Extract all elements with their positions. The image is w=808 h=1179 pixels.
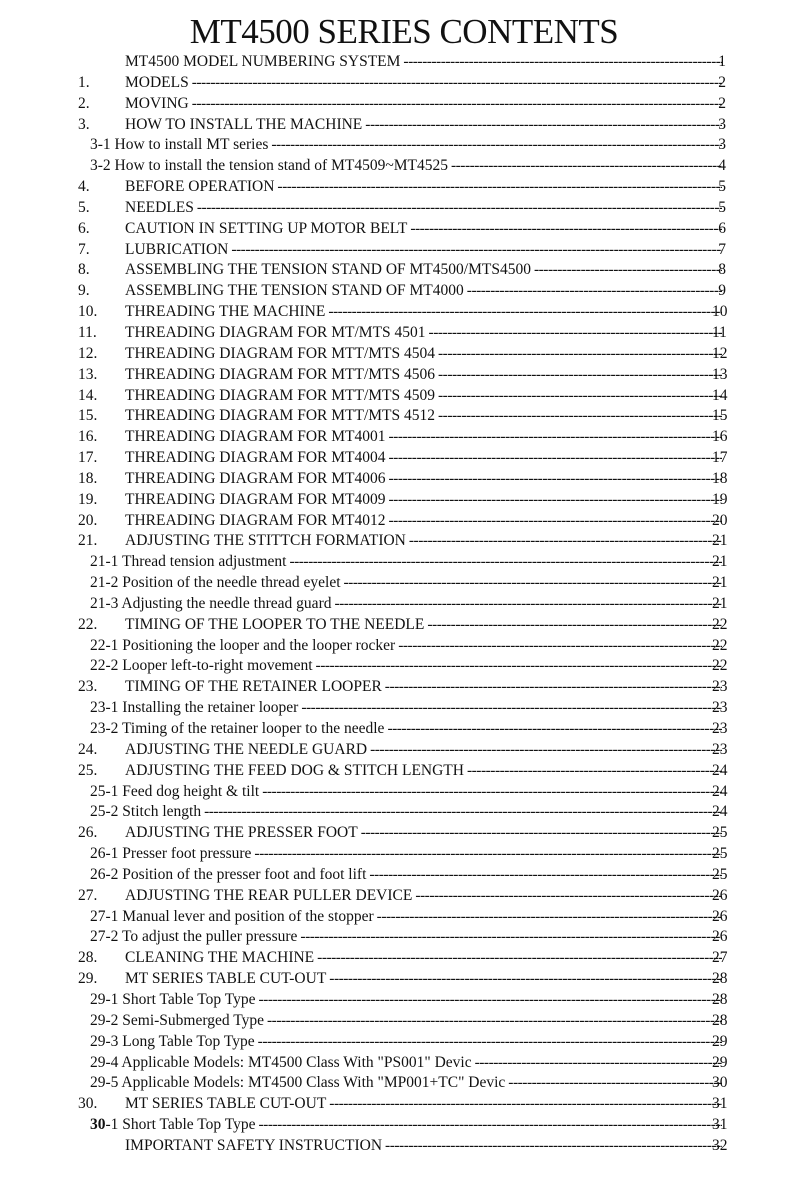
toc-entry-title: 22-1 Positioning the looper and the looper rocker bbox=[90, 636, 396, 654]
toc-entry[interactable] bbox=[0, 823, 808, 844]
dot-leader bbox=[365, 115, 722, 136]
toc-entry-body bbox=[125, 365, 722, 386]
toc-entry-body bbox=[90, 1115, 722, 1136]
dot-leader bbox=[334, 594, 722, 615]
toc-entry[interactable] bbox=[0, 844, 808, 865]
toc-entry-title: THREADING DIAGRAM FOR MT4012 bbox=[125, 511, 386, 529]
toc-entry-page-number: 16 bbox=[712, 428, 728, 446]
toc-entry-page-number: 23 bbox=[712, 678, 728, 696]
toc-entry[interactable] bbox=[0, 281, 808, 302]
dot-leader bbox=[361, 823, 722, 844]
toc-entry-body bbox=[125, 448, 722, 469]
dot-leader bbox=[438, 386, 722, 407]
toc-entry-page-number: 14 bbox=[712, 386, 728, 404]
toc-entry-body bbox=[125, 1136, 722, 1157]
toc-entry[interactable] bbox=[0, 761, 808, 782]
toc-entry-title: BEFORE OPERATION bbox=[125, 178, 275, 196]
toc-entry-title: ADJUSTING THE STITTCH FORMATION bbox=[125, 532, 406, 550]
toc-entry-number: 21. bbox=[78, 532, 98, 550]
toc-entry[interactable] bbox=[0, 1053, 808, 1074]
toc-entry[interactable] bbox=[0, 927, 808, 948]
toc-entry-page-number: 4 bbox=[718, 157, 726, 175]
toc-entry[interactable] bbox=[0, 94, 808, 115]
toc-entry[interactable] bbox=[0, 1136, 808, 1157]
toc-entry-body bbox=[125, 94, 722, 115]
dot-leader bbox=[192, 73, 722, 94]
dot-leader bbox=[467, 281, 722, 302]
toc-entry-body bbox=[125, 344, 722, 365]
toc-entry-title: MT SERIES TABLE CUT-OUT bbox=[125, 970, 327, 988]
toc-entry[interactable] bbox=[0, 115, 808, 136]
toc-entry-title: THREADING THE MACHINE bbox=[125, 303, 326, 321]
toc-entry-number: 24. bbox=[78, 740, 98, 758]
toc-entry-page-number: 9 bbox=[718, 282, 726, 300]
toc-entry-body bbox=[90, 1053, 722, 1074]
toc-entry[interactable] bbox=[0, 573, 808, 594]
dot-leader bbox=[385, 1136, 722, 1157]
dot-leader bbox=[427, 615, 722, 636]
toc-entry-page-number: 26 bbox=[712, 928, 728, 946]
dot-leader bbox=[300, 927, 722, 948]
toc-entry-title: 21-3 Adjusting the needle thread guard bbox=[90, 594, 332, 612]
dot-leader bbox=[415, 886, 722, 907]
toc-entry-number: 25. bbox=[78, 761, 98, 779]
page-title: MT4500 SERIES CONTENTS bbox=[189, 12, 619, 51]
toc-entry-title: TIMING OF THE LOOPER TO THE NEEDLE bbox=[125, 615, 425, 633]
toc-entry-page-number: 24 bbox=[712, 761, 728, 779]
toc-entry-number: 26. bbox=[78, 824, 98, 842]
table-of-contents bbox=[0, 52, 808, 1157]
toc-entry-number: 22. bbox=[78, 615, 98, 633]
toc-entry-title: THREADING DIAGRAM FOR MTT/MTS 4509 bbox=[125, 386, 436, 404]
toc-entry-page-number: 24 bbox=[712, 803, 728, 821]
dot-leader bbox=[451, 156, 722, 177]
toc-entry[interactable] bbox=[0, 177, 808, 198]
toc-entry-page-number: 2 bbox=[718, 73, 726, 91]
toc-entry[interactable] bbox=[0, 1011, 808, 1032]
toc-entry-title: 23-1 Installing the retainer looper bbox=[90, 699, 299, 717]
toc-entry-title: IMPORTANT SAFETY INSTRUCTION bbox=[125, 1136, 383, 1154]
dot-leader bbox=[467, 761, 722, 782]
toc-entry-body bbox=[125, 198, 722, 219]
toc-entry-title: ADJUSTING THE REAR PULLER DEVICE bbox=[125, 886, 413, 904]
toc-entry-page-number: 18 bbox=[712, 469, 728, 487]
toc-entry-page-number: 28 bbox=[712, 990, 728, 1008]
toc-entry-body bbox=[125, 948, 722, 969]
toc-entry-title: 29-5 Applicable Models: MT4500 Class With "MP001+TC" Devic bbox=[90, 1074, 506, 1092]
dot-leader bbox=[262, 782, 722, 803]
dot-leader bbox=[410, 219, 722, 240]
toc-entry-title: LUBRICATION bbox=[125, 240, 229, 258]
toc-entry-body bbox=[125, 490, 722, 511]
toc-entry[interactable] bbox=[0, 469, 808, 490]
toc-entry[interactable] bbox=[0, 511, 808, 532]
toc-entry-body bbox=[125, 219, 722, 240]
toc-entry[interactable] bbox=[0, 865, 808, 886]
dot-leader bbox=[409, 531, 722, 552]
toc-entry-number: 3. bbox=[78, 115, 90, 133]
toc-entry-number: 15. bbox=[78, 407, 98, 425]
toc-entry-number: 19. bbox=[78, 490, 98, 508]
toc-entry-title: 21-2 Position of the needle thread eyelet bbox=[90, 574, 341, 592]
toc-entry-title: 22-2 Looper left-to-right movement bbox=[90, 657, 313, 675]
dot-leader bbox=[301, 698, 722, 719]
toc-entry-body bbox=[90, 865, 722, 886]
toc-entry-body bbox=[90, 927, 722, 948]
toc-entry-title: 3-2 How to install the tension stand of MT4509~MT4525 bbox=[90, 157, 448, 175]
toc-entry-body bbox=[90, 990, 722, 1011]
toc-entry-title: 29-2 Semi-Submerged Type bbox=[90, 1011, 264, 1029]
toc-entry-number: 8. bbox=[78, 261, 90, 279]
toc-entry-page-number: 21 bbox=[712, 574, 728, 592]
toc-entry[interactable] bbox=[0, 594, 808, 615]
toc-entry-page-number: 19 bbox=[712, 490, 728, 508]
toc-entry-page-number: 22 bbox=[712, 615, 728, 633]
toc-entry-title: 21-1 Thread tension adjustment bbox=[90, 553, 287, 571]
toc-entry-body bbox=[90, 1011, 722, 1032]
dot-leader bbox=[277, 177, 722, 198]
toc-entry-body bbox=[125, 740, 722, 761]
toc-entry-page-number: 26 bbox=[712, 886, 728, 904]
toc-entry-body bbox=[90, 719, 722, 740]
toc-entry-body bbox=[125, 886, 722, 907]
toc-entry-page-number: 28 bbox=[712, 1011, 728, 1029]
toc-entry-number: 1. bbox=[78, 73, 90, 91]
toc-entry-page-number: 30 bbox=[712, 1074, 728, 1092]
toc-entry-page-number: 1 bbox=[718, 53, 726, 70]
toc-entry[interactable] bbox=[0, 386, 808, 407]
toc-entry-page-number: 26 bbox=[712, 907, 728, 925]
toc-entry-body bbox=[125, 281, 722, 302]
toc-entry-body bbox=[125, 177, 722, 198]
toc-entry-body bbox=[125, 115, 722, 136]
toc-entry-number: 20. bbox=[78, 511, 98, 529]
toc-entry-page-number: 22 bbox=[712, 636, 728, 654]
toc-entry-title: THREADING DIAGRAM FOR MT/MTS 4501 bbox=[125, 323, 426, 341]
toc-entry-title: MT4500 MODEL NUMBERING SYSTEM bbox=[125, 53, 401, 70]
toc-entry[interactable] bbox=[0, 52, 808, 73]
dot-leader bbox=[438, 406, 722, 427]
dot-leader bbox=[204, 802, 722, 823]
toc-entry-page-number: 20 bbox=[712, 511, 728, 529]
toc-entry-title: CLEANING THE MACHINE bbox=[125, 949, 315, 967]
toc-entry-title: 27-1 Manual lever and position of the stopper bbox=[90, 907, 374, 925]
toc-entry-title: 25-2 Stitch length bbox=[90, 803, 202, 821]
dot-leader bbox=[197, 198, 722, 219]
toc-entry-number: 7. bbox=[78, 240, 90, 258]
toc-entry-body bbox=[90, 1032, 722, 1053]
toc-entry-page-number: 25 bbox=[712, 824, 728, 842]
dot-leader bbox=[438, 365, 722, 386]
toc-entry[interactable] bbox=[0, 802, 808, 823]
toc-entry[interactable] bbox=[0, 427, 808, 448]
toc-entry[interactable] bbox=[0, 698, 808, 719]
dot-leader bbox=[370, 740, 722, 761]
dot-leader bbox=[438, 344, 722, 365]
toc-entry-number: 30. bbox=[78, 1095, 98, 1113]
toc-entry-body bbox=[125, 73, 722, 94]
toc-entry-title: NEEDLES bbox=[125, 198, 194, 216]
toc-entry-number: 2. bbox=[78, 94, 90, 112]
toc-entry-page-number: 23 bbox=[712, 740, 728, 758]
toc-entry-page-number: 3 bbox=[718, 115, 726, 133]
toc-entry-title: 26-1 Presser foot pressure bbox=[90, 845, 252, 863]
toc-entry-body bbox=[90, 1073, 722, 1094]
toc-entry-title: 29-1 Short Table Top Type bbox=[90, 990, 256, 1008]
dot-leader bbox=[316, 656, 722, 677]
toc-entry-body bbox=[125, 386, 722, 407]
toc-entry-title: ASSEMBLING THE TENSION STAND OF MT4000 bbox=[125, 282, 464, 300]
dot-leader bbox=[403, 52, 722, 73]
toc-entry[interactable] bbox=[0, 656, 808, 677]
toc-entry-body bbox=[125, 531, 722, 552]
toc-entry[interactable] bbox=[0, 531, 808, 552]
toc-entry-page-number: 17 bbox=[712, 449, 728, 467]
toc-entry-body bbox=[125, 511, 722, 532]
toc-entry-number: 5. bbox=[78, 198, 90, 216]
toc-entry-body bbox=[125, 823, 722, 844]
dot-leader bbox=[267, 1011, 722, 1032]
toc-entry-title: THREADING DIAGRAM FOR MTT/MTS 4512 bbox=[125, 407, 436, 425]
dot-leader bbox=[271, 135, 722, 156]
dot-leader bbox=[429, 323, 722, 344]
toc-entry-number: 18. bbox=[78, 469, 98, 487]
toc-entry[interactable] bbox=[0, 73, 808, 94]
toc-entry[interactable] bbox=[0, 156, 808, 177]
toc-entry-page-number: 15 bbox=[712, 407, 728, 425]
toc-entry[interactable] bbox=[0, 448, 808, 469]
toc-entry-title: MODELS bbox=[125, 73, 189, 91]
toc-entry[interactable] bbox=[0, 365, 808, 386]
toc-entry[interactable] bbox=[0, 1094, 808, 1115]
toc-entry-page-number: 31 bbox=[712, 1095, 728, 1113]
dot-leader bbox=[289, 552, 722, 573]
dot-leader bbox=[534, 260, 722, 281]
dot-leader bbox=[344, 573, 722, 594]
dot-leader bbox=[389, 448, 723, 469]
toc-entry-body bbox=[90, 802, 722, 823]
toc-entry-title: THREADING DIAGRAM FOR MT4001 bbox=[125, 428, 386, 446]
toc-entry[interactable] bbox=[0, 782, 808, 803]
dot-leader bbox=[387, 719, 722, 740]
toc-entry[interactable] bbox=[0, 344, 808, 365]
toc-entry[interactable] bbox=[0, 323, 808, 344]
dot-leader bbox=[389, 511, 723, 532]
toc-entry[interactable] bbox=[0, 907, 808, 928]
toc-entry-page-number: 11 bbox=[712, 323, 727, 341]
toc-entry-page-number: 31 bbox=[712, 1116, 728, 1134]
toc-entry[interactable] bbox=[0, 240, 808, 261]
toc-entry-number: 23. bbox=[78, 678, 98, 696]
toc-entry[interactable] bbox=[0, 677, 808, 698]
dot-leader bbox=[329, 969, 722, 990]
toc-entry-number: 14. bbox=[78, 386, 98, 404]
toc-entry[interactable] bbox=[0, 260, 808, 281]
toc-entry[interactable] bbox=[0, 552, 808, 573]
toc-entry[interactable] bbox=[0, 1073, 808, 1094]
toc-entry-body bbox=[125, 406, 722, 427]
toc-entry-title: THREADING DIAGRAM FOR MT4006 bbox=[125, 469, 386, 487]
toc-entry-body bbox=[125, 969, 722, 990]
toc-entry-body bbox=[90, 156, 722, 177]
toc-entry-body bbox=[125, 615, 722, 636]
dot-leader bbox=[258, 1032, 722, 1053]
dot-leader bbox=[369, 865, 722, 886]
toc-entry-page-number: 23 bbox=[712, 720, 728, 737]
toc-entry-title-text: -1 Short Table Top Type bbox=[105, 1116, 256, 1134]
toc-entry-body bbox=[90, 594, 722, 615]
toc-entry-number: 4. bbox=[78, 178, 90, 196]
toc-entry-page-number: 27 bbox=[712, 949, 728, 967]
dot-leader bbox=[389, 469, 723, 490]
toc-entry-body bbox=[90, 782, 722, 803]
toc-entry-body bbox=[125, 52, 722, 73]
toc-entry-page-number: 12 bbox=[712, 344, 728, 362]
toc-entry-body bbox=[125, 469, 722, 490]
toc-entry-body bbox=[125, 302, 722, 323]
toc-entry-number: 10. bbox=[78, 303, 98, 321]
toc-entry[interactable] bbox=[0, 948, 808, 969]
toc-entry-title: 3-1 How to install MT series bbox=[90, 136, 269, 154]
toc-entry-page-number: 28 bbox=[712, 970, 728, 988]
dot-leader bbox=[385, 677, 722, 698]
toc-entry-title: MOVING bbox=[125, 94, 189, 112]
toc-entry-title: THREADING DIAGRAM FOR MTT/MTS 4504 bbox=[125, 344, 436, 362]
toc-entry[interactable] bbox=[0, 740, 808, 761]
toc-entry-title: HOW TO INSTALL THE MACHINE bbox=[125, 115, 363, 133]
dot-leader bbox=[231, 240, 722, 261]
toc-entry-page-number: 5 bbox=[718, 178, 726, 196]
toc-entry-title: THREADING DIAGRAM FOR MT4004 bbox=[125, 449, 386, 467]
toc-entry-page-number: 25 bbox=[712, 865, 728, 883]
toc-entry-page-number: 3 bbox=[718, 136, 726, 154]
toc-entry-title: 27-2 To adjust the puller pressure bbox=[90, 928, 298, 946]
toc-entry-number: 11. bbox=[78, 323, 97, 341]
toc-entry-page-number: 8 bbox=[718, 261, 726, 279]
toc-entry-number: 13. bbox=[78, 365, 98, 383]
toc-entry[interactable] bbox=[0, 490, 808, 511]
toc-entry-page-number: 22 bbox=[712, 657, 728, 675]
toc-entry-number: 28. bbox=[78, 949, 98, 967]
toc-entry[interactable] bbox=[0, 1032, 808, 1053]
toc-entry-body bbox=[125, 260, 722, 281]
toc-entry-title: 26-2 Position of the presser foot and foot lift bbox=[90, 865, 367, 883]
toc-entry-title: 29-3 Long Table Top Type bbox=[90, 1032, 255, 1050]
toc-entry-page-number: 10 bbox=[712, 303, 728, 321]
dot-leader bbox=[389, 490, 723, 511]
toc-entry[interactable] bbox=[0, 135, 808, 156]
toc-entry-page-number: 29 bbox=[712, 1032, 728, 1050]
toc-entry-bold-prefix: 30 bbox=[90, 1116, 106, 1134]
toc-entry-title: THREADING DIAGRAM FOR MTT/MTS 4506 bbox=[125, 365, 436, 383]
toc-entry-body bbox=[90, 907, 722, 928]
toc-entry-body bbox=[90, 656, 722, 677]
toc-entry-title: ADJUSTING THE FEED DOG & STITCH LENGTH bbox=[125, 761, 464, 779]
toc-entry-title: THREADING DIAGRAM FOR MT4009 bbox=[125, 490, 386, 508]
dot-leader bbox=[259, 1115, 722, 1136]
toc-entry-title: ADJUSTING THE PRESSER FOOT bbox=[125, 824, 358, 842]
toc-entry-page-number: 25 bbox=[712, 845, 728, 863]
toc-entry-body bbox=[90, 552, 722, 573]
toc-entry-title: 23-2 Timing of the retainer looper to the needle bbox=[90, 720, 385, 737]
toc-entry[interactable] bbox=[0, 198, 808, 219]
dot-leader bbox=[317, 948, 722, 969]
toc-entry-body bbox=[125, 761, 722, 782]
dot-leader bbox=[254, 844, 722, 865]
dot-leader bbox=[328, 302, 722, 323]
toc-entry[interactable] bbox=[0, 719, 808, 740]
toc-entry-body bbox=[125, 427, 722, 448]
toc-entry-page-number: 21 bbox=[712, 553, 728, 571]
toc-entry-page-number: 21 bbox=[712, 594, 728, 612]
dot-leader bbox=[192, 94, 722, 115]
toc-entry-body bbox=[90, 698, 722, 719]
toc-entry-number: 9. bbox=[78, 282, 90, 300]
toc-entry-body bbox=[125, 1094, 722, 1115]
toc-entry-title: ADJUSTING THE NEEDLE GUARD bbox=[125, 740, 368, 758]
toc-entry[interactable] bbox=[0, 302, 808, 323]
toc-entry-title bbox=[90, 1115, 259, 1136]
toc-entry-title: 25-1 Feed dog height & tilt bbox=[90, 782, 260, 800]
dot-leader bbox=[475, 1053, 722, 1074]
toc-entry-number: 12. bbox=[78, 344, 98, 362]
toc-entry-body bbox=[90, 573, 722, 594]
toc-entry[interactable] bbox=[0, 219, 808, 240]
dot-leader bbox=[377, 907, 722, 928]
toc-entry[interactable] bbox=[0, 1115, 808, 1136]
dot-leader bbox=[398, 636, 722, 657]
toc-entry-page-number: 21 bbox=[712, 532, 728, 550]
toc-entry-number: 27. bbox=[78, 886, 98, 904]
toc-entry-page-number: 7 bbox=[718, 240, 726, 258]
toc-entry-page-number: 29 bbox=[712, 1053, 728, 1071]
toc-entry-number: 16. bbox=[78, 428, 98, 446]
toc-entry-number: 6. bbox=[78, 219, 90, 237]
toc-entry-title: ASSEMBLING THE TENSION STAND OF MT4500/MTS4500 bbox=[125, 261, 531, 279]
toc-entry-body bbox=[125, 240, 722, 261]
toc-entry-title: TIMING OF THE RETAINER LOOPER bbox=[125, 678, 382, 696]
toc-entry-body bbox=[90, 844, 722, 865]
toc-entry-title: CAUTION IN SETTING UP MOTOR BELT bbox=[125, 219, 408, 237]
toc-entry[interactable] bbox=[0, 636, 808, 657]
toc-entry-page-number: 2 bbox=[718, 94, 726, 112]
dot-leader bbox=[508, 1073, 722, 1094]
toc-entry-body bbox=[90, 135, 722, 156]
toc-entry-title: MT SERIES TABLE CUT-OUT bbox=[125, 1095, 327, 1113]
toc-entry[interactable] bbox=[0, 886, 808, 907]
toc-entry-page-number: 32 bbox=[712, 1136, 728, 1154]
toc-entry[interactable] bbox=[0, 990, 808, 1011]
toc-entry-body bbox=[90, 636, 722, 657]
toc-entry-page-number: 6 bbox=[718, 219, 726, 237]
toc-entry[interactable] bbox=[0, 406, 808, 427]
dot-leader bbox=[259, 990, 722, 1011]
toc-entry-page-number: 24 bbox=[712, 782, 728, 800]
toc-entry-number: 29. bbox=[78, 970, 98, 988]
toc-entry[interactable] bbox=[0, 969, 808, 990]
toc-entry-body bbox=[125, 677, 722, 698]
toc-entry-title: 29-4 Applicable Models: MT4500 Class With "PS001" Devic bbox=[90, 1053, 472, 1071]
dot-leader bbox=[389, 427, 723, 448]
toc-entry[interactable] bbox=[0, 615, 808, 636]
toc-entry-number: 17. bbox=[78, 449, 98, 467]
toc-entry-page-number: 23 bbox=[712, 699, 728, 717]
dot-leader bbox=[329, 1094, 722, 1115]
toc-entry-body bbox=[125, 323, 722, 344]
toc-entry-page-number: 5 bbox=[718, 198, 726, 216]
toc-entry-page-number: 13 bbox=[712, 365, 728, 383]
